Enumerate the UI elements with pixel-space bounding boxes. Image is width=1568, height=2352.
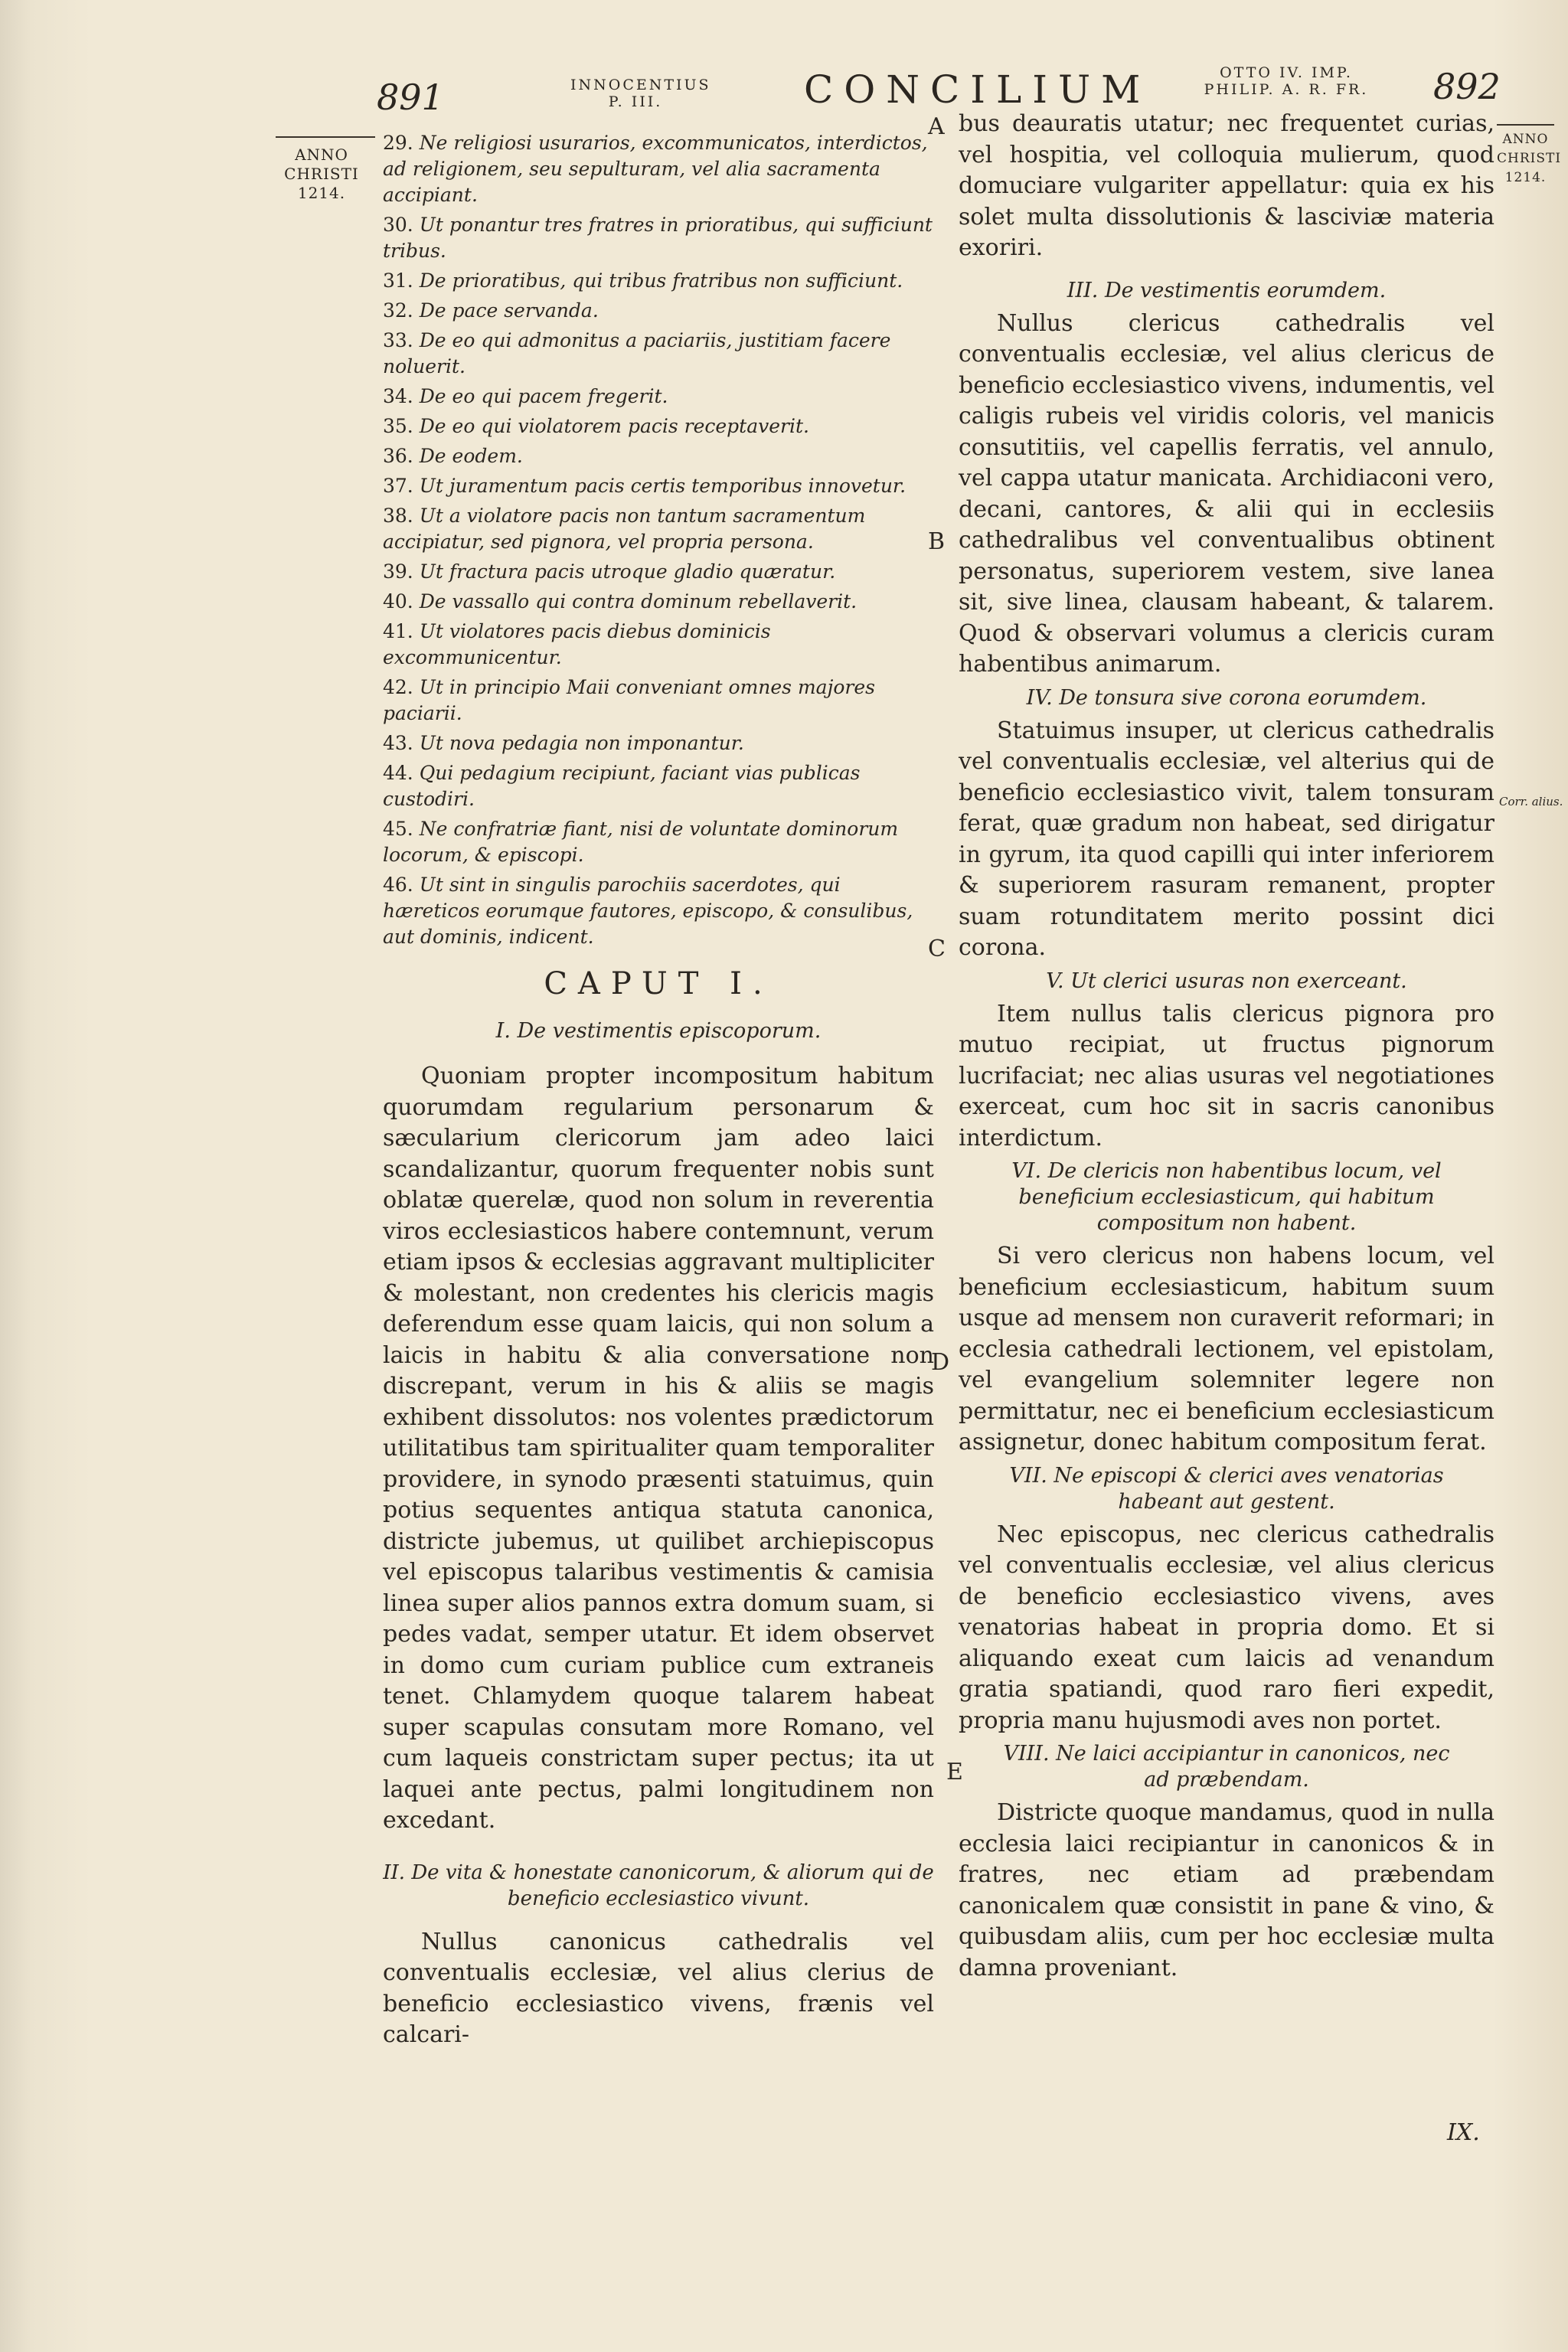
chapter-number: 42.	[383, 676, 413, 698]
section-heading: V. Ut clerici usuras non exerceant.	[1046, 969, 1407, 993]
chapter-number: 31.	[383, 270, 413, 292]
chapter-list-item	[383, 503, 934, 555]
left-column	[383, 1018, 934, 2051]
section-text: Nullus clericus cathedralis vel conventualis ecclesiæ, vel alius clericus de beneficio ecclesiastico vivens, indumentis, vel caligis rubeis vel viridis coloris, vel manicis consutitiis, vel capellis ferratis, vel annulo, vel cappa utatur manicata. Archidiaconi vero, decani, cantores, & alii qui in ecclesiis cathedralibus vel conventualibus obtinent personatus, superiorem vestem, sive lanea sit, sive linea, clausam habeant, & talarem. Quod & observari volumus a clericis curam habentibus animarum.	[959, 309, 1494, 678]
chapter-title: De eo qui pacem fregerit.	[419, 385, 668, 407]
chapter-list-item	[383, 730, 934, 756]
chapter-title: Ut a violatore pacis non tantum sacramentum accipiatur, sed pignora, vel propria persona.	[383, 505, 866, 553]
chapter-list-item	[383, 268, 934, 294]
chapter-list-item	[383, 384, 934, 410]
chapter-title: Ut in principio Maii conveniant omnes majores paciarii.	[383, 676, 875, 724]
page-number-right: 892	[1433, 66, 1501, 107]
chapter-list-item	[383, 559, 934, 585]
chapter-number: 37.	[383, 475, 413, 497]
section-text: Nec episcopus, nec clericus cathedralis vel conventualis ecclesiæ, vel alius clericus de beneficio ecclesiastico vivens, aves venatorias habeat in propria domo. Et si aliquando exeat cum laicis ad venandum gratia spatiandi, quod raro fieri expedit, propria manu hujusmodi aves non portet.	[959, 1521, 1494, 1734]
right-column	[959, 109, 1494, 1984]
chapter-title: De eo qui violatorem pacis receptaverit.	[419, 415, 809, 437]
chapter-number: 45.	[383, 818, 413, 840]
chapter-number: 36.	[383, 445, 413, 467]
chapter-number: 38.	[383, 505, 413, 527]
chapter-number: 32.	[383, 299, 413, 322]
section-text: Districte quoque mandamus, quod in nulla ecclesia laici recipiantur in canonicos & in fratres, nec etiam ad præbendam canonicalem quæ consistit in pane & vino, & quibusdam aliis, cum per hoc ecclesiæ multa damna proveniant.	[959, 1799, 1494, 1981]
chapter-list-item	[383, 760, 934, 812]
section-heading: III. De vestimentis eorumdem.	[1067, 278, 1387, 302]
chapter-list-item	[383, 328, 934, 380]
chapter-title: Ut juramentum pacis certis temporibus innovetur.	[419, 475, 906, 497]
chapter-title: Ut sint in singulis parochiis sacerdotes, qui hæreticos eorumque fautores, episcopo, & consulibus, aut dominis, indicent.	[383, 874, 913, 948]
margin-note-right: ANNO CHRISTI 1214.	[1497, 132, 1562, 185]
page-number-left: 891	[377, 77, 444, 118]
margin-note-left: ANNO CHRISTI 1214.	[284, 145, 359, 202]
chapter-title: De vassallo qui contra dominum rebellaverit.	[419, 590, 858, 612]
chapter-title: Ut fractura pacis utroque gladio quæratur.	[419, 560, 836, 583]
section-letter-b: B	[928, 528, 946, 555]
chapter-list-item	[383, 130, 934, 208]
chapter-title: Qui pedagium recipiunt, faciant vias publicas custodiri.	[383, 762, 861, 810]
chapter-title: Ne religiosi usurarios, excommunicatos, interdictos, ad religionem, seu sepulturam, vel alia sacramenta accipiant.	[383, 132, 928, 206]
chapter-number: 35.	[383, 415, 413, 437]
chapter-list-item	[383, 675, 934, 727]
chapter-list-item	[383, 816, 934, 868]
chapter-title: De eodem.	[419, 445, 523, 467]
section-text: Si vero clericus non habens locum, vel beneficium ecclesiasticum, habitum suum usque ad mensem non curaverit reformari; in ecclesia cathedrali lectionem, vel epistolam, vel evangelium solemniter legere non permittatur, nec ei beneficium ecclesiasticum assignetur, donec habitum compositum ferat.	[959, 1243, 1494, 1455]
section-letter-c: C	[928, 936, 946, 962]
margin-rule-left	[276, 136, 375, 138]
chapter-heading: CAPUT I.	[544, 966, 773, 1001]
chapter-title: Ne confratriæ fiant, nisi de voluntate dominorum locorum, & episcopi.	[383, 818, 899, 866]
section-heading: II. De vita & honestate canonicorum, & aliorum qui de beneficio ecclesiastico vivunt.	[383, 1860, 934, 1910]
chapter-number: 33.	[383, 329, 413, 351]
section-heading: VI. De clericis non habentibus locum, vel beneficium ecclesiasticum, qui habitum compositum non habent.	[1011, 1159, 1442, 1235]
chapter-list-item	[383, 872, 934, 950]
chapter-title: De prioratibus, qui tribus fratribus non sufficiunt.	[419, 270, 903, 292]
chapter-title: Ut violatores pacis diebus dominicis excommunicentur.	[383, 620, 771, 668]
margin-rule-right	[1497, 124, 1554, 126]
chapter-list-item	[383, 413, 934, 439]
chapter-list	[383, 130, 934, 954]
chapter-list-item	[383, 619, 934, 671]
chapter-number: 40.	[383, 590, 413, 612]
chapter-list-item	[383, 473, 934, 499]
section-letter-a: A	[928, 113, 945, 140]
chapter-title: Ut nova pedagia non imponantur.	[419, 732, 744, 754]
section-text: Nullus canonicus cathedralis vel conventualis ecclesiæ, vel alius clerius de beneficio ecclesiastico vivens, frænis vel calcari-	[383, 1928, 934, 2048]
chapter-list-item	[383, 298, 934, 324]
section-heading: IV. De tonsura sive corona eorumdem.	[1026, 685, 1427, 710]
section-letter-d: D	[931, 1349, 950, 1376]
section-text: bus deauratis utatur; nec frequentet curias, vel hospitia, vel colloquia mulierum, quod domuciare vulgariter appellatur: quia ex his solet multa dissolutionis & lasciviæ materia exoriri.	[959, 110, 1494, 261]
section-heading: VIII. Ne laici accipiantur in canonicos, nec ad præbendam.	[1003, 1742, 1450, 1792]
chapter-number: 46.	[383, 874, 413, 896]
chapter-number: 39.	[383, 560, 413, 583]
chapter-number: 43.	[383, 732, 413, 754]
chapter-number: 29.	[383, 132, 413, 154]
margin-note-variant: Corr. alius.	[1499, 795, 1563, 808]
section-text: Statuimus insuper, ut clericus cathedralis vel conventualis ecclesiæ, vel alterius qui de beneficio ecclesiastico vivit, talem tonsuram ferat, quæ gradum non habeat, sed dirigatur in gyrum, ita quod capilli qui inter inferiorem & superiorem rasuram remanent, propter suam rotunditatem merito possint dici corona.	[959, 717, 1494, 961]
running-head-left: INNOCENTIUS P. III.	[570, 77, 711, 110]
section-heading: I. De vestimentis episcoporum.	[495, 1019, 822, 1043]
catchword: IX.	[1447, 2119, 1480, 2146]
chapter-title: Ut ponantur tres fratres in prioratibus, qui sufficiunt tribus.	[383, 214, 933, 262]
running-head-center: CONCILIUM	[804, 67, 1152, 112]
section-letter-e: E	[946, 1759, 963, 1785]
section-text: Quoniam propter incompositum habitum quorumdam regularium personarum & sæcularium clericorum jam adeo laici scandalizantur, quorum frequenter nobis sunt oblatæ querelæ, quod non solum in reverentia viros ecclesiasticos habere contemnunt, verum etiam ipsos & ecclesias aggravant multipliciter & molestant, non credentes his clericis magis deferendum esse quam laicis, qui non solum a laicis in habitu & alia conversatione non discrepant, verum in his & aliis se magis exhibent dissolutos: nos volentes prædictorum utilitatibus tam spiritualiter quam temporaliter providere, in synodo præsenti statuimus, quin potius sequentes antiqua statuta canonica, districte jubemus, ut quilibet archiepiscopus vel episcopus talaribus vestimentis & camisia linea super alios pannos extra domum suam, si pedes vadat, semper utatur. Et idem observet in domo cum curiam publice cum extraneis tenet. Chlamydem quoque talarem habeat super scapulas consutam more Romano, vel cum laqueis constrictam super pectus; ita ut laquei ante pectus, palmi longitudinem non excedant.	[383, 1063, 934, 1834]
chapter-number: 44.	[383, 762, 413, 784]
chapter-number: 30.	[383, 214, 413, 236]
chapter-number: 41.	[383, 620, 413, 642]
section-heading: VII. Ne episcopi & clerici aves venatorias habeant aut gestent.	[1009, 1463, 1444, 1514]
chapter-title: De pace servanda.	[419, 299, 599, 322]
chapter-list-item	[383, 212, 934, 264]
running-head-right: OTTO IV. IMP. PHILIP. A. R. FR.	[1204, 64, 1369, 98]
chapter-list-item	[383, 589, 934, 615]
chapter-number: 34.	[383, 385, 413, 407]
chapter-list-item	[383, 443, 934, 469]
section-text: Item nullus talis clericus pignora pro mutuo recipiat, ut fructus pignorum lucrifaciat; nec alias usuras vel negotiationes exerceat, cum hoc sit in sacris canonibus interdictum.	[959, 1000, 1494, 1152]
chapter-title: De eo qui admonitus a paciariis, justitiam facere noluerit.	[383, 329, 891, 377]
